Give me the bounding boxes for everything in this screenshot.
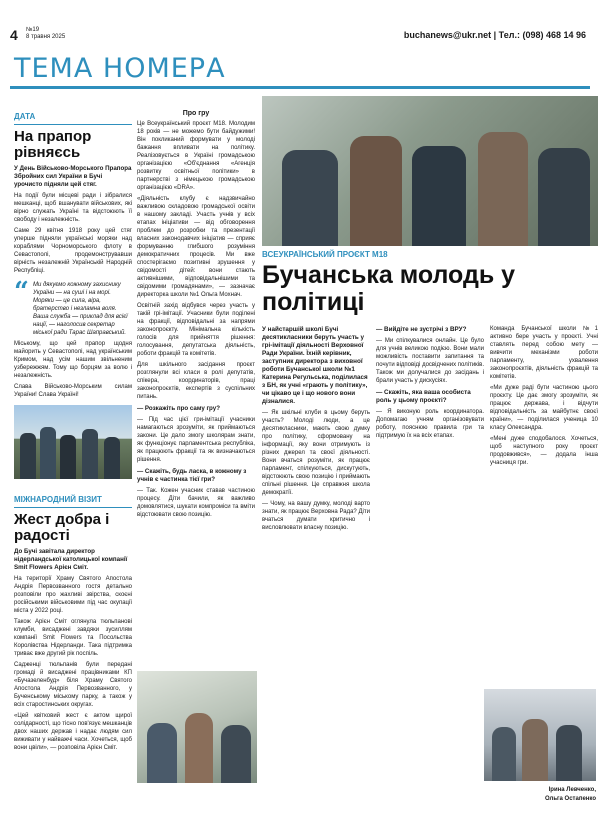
- article2-tag: МІЖНАРОДНИЙ ВІЗИТ: [14, 495, 132, 508]
- left-column: [14, 96, 132, 826]
- article4-body: Команда Бучанської школи №1 активно бере участь у проєкті. Учні ставлять перед собою мету — вивчити механізми роботи парламенту, ухвалення законопроєктів, діяльність фракцій та комітетів.: [490, 326, 598, 380]
- article4-body: — Ми спілкувалися онлайн. Це було для учнів великою подією. Вони мали можливість поставити запитання та почути відповіді досвідчених політиків. Також ми долучалися до засідань і брали участь у дискусіях.: [376, 338, 484, 384]
- article4-columns: [262, 322, 598, 532]
- article1-title: На прапор рівняєсь: [14, 128, 92, 161]
- article4-body: — Чому, на вашу думку, молоді варто знати, як працює Верховна Рада? Діти вчаться думати критично і висловлювати власну позицію.: [262, 501, 370, 531]
- second-column: [137, 96, 255, 668]
- byline-author: Ірина Левченко,: [548, 787, 596, 793]
- article2-lead: До Бучі завітала директор нідерландської католицької компанії Smit Flowers Арієн Сміт.: [14, 548, 128, 571]
- page-number: 4: [10, 27, 18, 43]
- byline-author: Ольга Остапенко: [544, 796, 596, 802]
- article3-body: Це Всеукраїнський проєкт М18. Молодим 18 років — не можемо бути байдужими! Він покликаний формувати у молоді бажання впливати на політику. Реалізовується в Україні громадською організацією «Об'єднання «Агенція розвитку освітньої політики» в партнерстві з німецькою громадською організацією «DRA».: [137, 121, 255, 191]
- article4-col2: [376, 322, 484, 532]
- article3-body: Для шкільного засідання проєкт розглянули всі класи в ролі депутатів, спікера, координаторів, праці законопроєктів, експертів з суспільних питань.: [137, 362, 255, 400]
- article3-answer: — Так. Кожен учасник ставав частиною процесу. Діти бачили, як важливо домовлятися, шукати компроміси та вміти відстоювати свою позицію.: [137, 488, 255, 518]
- quote-icon: “: [14, 277, 29, 307]
- article4-body: — Як шкільні клуби в цьому беруть участь? Молоді люди, а це десятикласники, мають свою думку про політику, сформовану на інформації, яку вони отримують із різних джерел та своєї діяльності. Вони вчаться розуміти, як працює парламент, спілкуються, дискутують, відстоюють свою позицію і приймають спільні рішення. Це справжня школа демократії.: [262, 410, 370, 496]
- article4-question: — Вийдіте не зустрічі з ВРУ?: [376, 326, 467, 333]
- issue-date: 8 травня 2025: [26, 34, 66, 40]
- article2-title: Жест добра і радості: [14, 511, 110, 544]
- article4-body: «Мені дуже сподобалося. Хочеться, щоб наступного року проєкт продовжився», — додала інша учасниця гри.: [490, 436, 598, 466]
- article3-subheading: Про гру: [182, 110, 210, 117]
- section-band: [10, 51, 590, 89]
- page-header: [0, 0, 600, 50]
- article2-body: На території Храму Святого Апостола Андрія Первозванного гостя детально розповіли про жахливі звірства, скоєні російськими військовими під час окупації міста у 2022 році.: [14, 576, 132, 614]
- article1-body: Слава Військово-Морським силам України! Слава Україні!: [14, 384, 132, 398]
- article4-col1: [262, 322, 370, 532]
- article4-title: Бучанська молодь у політиці: [262, 261, 516, 316]
- article2-body: Також Арієн Сміт оглянула тюльпанові клумби, висаджені завдяки зусиллям компанії Smit Flowers та Посольства Королівства Нідерланди. Така підтримка триває вже другий рік поспіль.: [14, 619, 132, 657]
- article1-photo: [14, 405, 132, 479]
- issue-number: №19: [26, 27, 40, 33]
- article3-question: — Скажіть, будь ласка, в кожному з учнів є частинка тієї гри?: [137, 468, 247, 483]
- article3-body: Освітній захід відбувся через участь у такій грі-імітації. Учасники були поділені на фракції, відповідальні за напрями законопроєкту. Мінімальна кількість голосів для прийняття рішення: голосування, депутатська діяльність, роботи фракцій та комітетів.: [137, 303, 255, 357]
- article1-body: Саме 29 квітня 1918 року цей стяг уперше підняли українські моряки над кораблями Чорноморського флоту в Севастополі, продемонструвавши вірність незалежній Українській Народній Республіці.: [14, 228, 132, 274]
- issue-info: [26, 27, 65, 41]
- article4-question: — Скажіть, яка ваша особиста роль у цьому проєкті?: [376, 389, 471, 404]
- article1-quote: [14, 277, 132, 337]
- article3-answer: — Під час цієї гри-імітації учасники намагаються зрозуміти, як приймаються закони. Це дало змогу школярам знати, як функціонує парламентська республіка, як працюють фракції та як визначаються рішення.: [137, 417, 255, 463]
- quote-text: Ми дякуємо кожному захиснику України — на суші і на морі. Моряки — це сила, віра, братерство і незламна воля. Ваша служба — приклад для всієї нації, — наголосив секретар міської ради Тарас Шаправський.: [32, 282, 128, 336]
- article4-col3: [490, 322, 598, 532]
- article4-body: «Ми дуже раді бути частиною цього проєкту. Це дає змогу зрозуміти, як працює держава, і відчути відповідальність за майбутнє своєї країни», — поділилася ученица 10 класу Олександра.: [490, 385, 598, 431]
- contacts: buchanews@ukr.net | Тел.: (098) 468 14 96: [403, 30, 586, 40]
- article3-body: «Діяльність клубу є надзвичайно важливою складовою громадської освіти в нашому закладі. Участь учнів у всіх етапах ініціативи — від обговорення проблем до розробки та презентації власних законодавчих ініціатив — сприяє формуванню глибшого розуміння демократичних процесів. Ми вже спостерігаємо позитивні зрушення у свідомості дітей: вони стають активнішими, відповідальнішими та свідомими громадянами», — зазначає директорка школи №1 Ольга Мохнач.: [137, 196, 255, 298]
- article4-body: — Я виконую роль координатора. Допомагаю учням організовувати роботу, пояснюю правила гри та підтримую їх на всіх етапах.: [376, 409, 484, 439]
- article1-body: Міському, що цей прапор щодня майорить у Севастополі, над українським Кримом, над усім нашим звільненим узбережжям. Тому що борцям за волю і незалежність.: [14, 341, 132, 379]
- article1-lead: У День Військово-Морського Прапора Збройних сил України в Бучі урочисто підняли цей стяг.: [14, 165, 132, 188]
- students-bottom-photo: [484, 689, 596, 781]
- article2-body: Садженці тюльпанів були передані громаді й висаджені працівниками КП «Бучазеленбуд» біля Храму Святого Апостола Андрія Первозванного, у Бученському міському парку, а також у всіх старостинських округах.: [14, 662, 132, 708]
- students-photo: [262, 96, 598, 246]
- article1-tag: ДАТА: [14, 112, 132, 125]
- article4-lead: У найстаршій школі Бучі десятикласники беруть участь у грі-імітації діяльності Верховної Ради України. Їхній керівник, заступник директора з виховної роботи Бучанської школи №1 Катерина Регульська, поділилася з БН, як учні «грають у політику», чи цікаво це і що нового вони дізналися.: [262, 326, 368, 405]
- article3-question: — Розкажіть про саму гру?: [137, 405, 220, 412]
- section-title: ТЕМА НОМЕРА: [14, 53, 226, 84]
- article1-body: На події були місцеві ради і зібралися мешканці, щоб вшанувати військових, які вірно служать Україні та відстоюють її свободу і незалежність.: [14, 193, 132, 223]
- article4-byline: [484, 784, 596, 802]
- classroom-photo: [137, 671, 257, 783]
- article2-body: «Цей квітковий жест є актом щирої солідарності, що тісно пов'язує мешканців двох наших держав і надає людям сил виживати у найважчі часи. Хочеться, щоб вони цвіли», — розповіла Арієн Сміт.: [14, 713, 132, 751]
- article4-tag: ВСЕУКРАЇНСЬКИЙ ПРОЄКТ М18: [262, 250, 388, 259]
